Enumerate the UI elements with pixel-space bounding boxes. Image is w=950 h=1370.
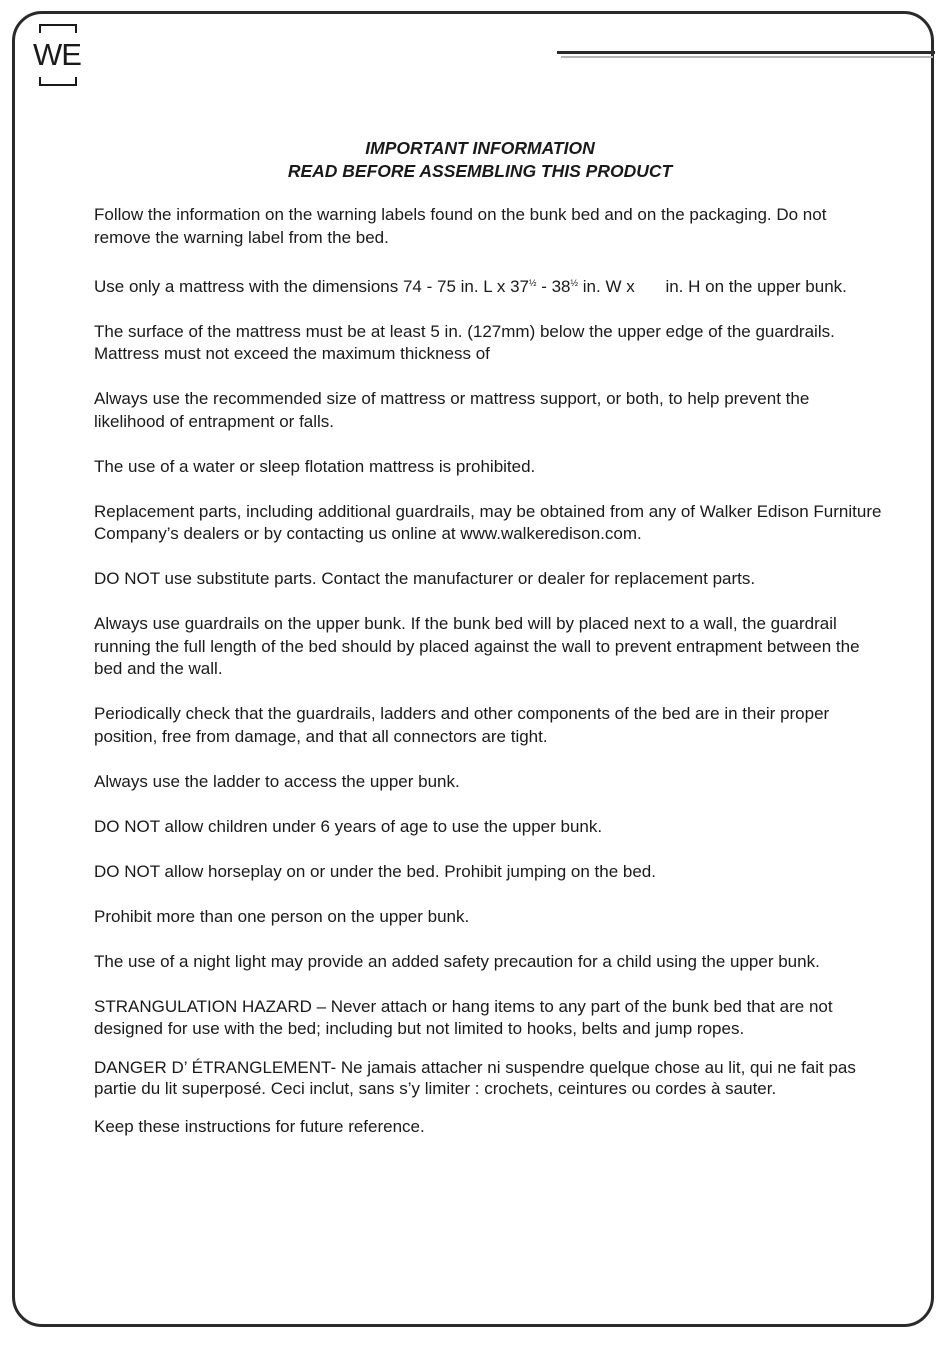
paragraph-guardrails: Always use guardrails on the upper bunk. If the bunk bed will by placed next to a wall, the guardrail running the full length of the bed should by placed against the wall to prevent entrapment between the bed and the wall. [94,614,860,678]
brand-logo [30,24,82,86]
paragraph-flotation-prohibited: The use of a water or sleep flotation mattress is prohibited. [94,456,536,476]
paragraph-ladder: Always use the ladder to access the upper bunk. [94,771,460,791]
paragraph-recommended-size: Always use the recommended size of mattress or mattress support, or both, to help prevent the likelihood of entrapment or falls. [94,389,810,431]
logo-bracket-bottom [39,77,77,86]
mattress-dim-b: - 38 [536,276,571,296]
mattress-text-before: Use only a mattress with the dimensions [94,276,403,296]
mattress-dim-c: in. W x [578,276,635,296]
mattress-frac-1: ½ [528,277,537,288]
mattress-frac-2: ½ [570,277,579,288]
paragraph-periodic-check: Periodically check that the guardrails, ladders and other components of the bed are in their proper position, free from damage, and that all connectors are tight. [94,704,830,746]
instructions-body [94,204,884,1161]
paragraph-strangulation-hazard: STRANGULATION HAZARD – Never attach or hang items to any part of the bunk bed that are not designed for use with the bed; including but not limited to hooks, belts and jump ropes. [94,996,833,1038]
paragraph-one-person: Prohibit more than one person on the upper bunk. [94,906,470,926]
header-rule-shadow [561,56,933,58]
header-rule [557,51,935,54]
paragraph-substitute-parts: DO NOT use substitute parts. Contact the manufacturer or dealer for replacement parts. [94,569,756,588]
paragraph-warning-labels: Follow the information on the warning labels found on the bunk bed and on the packaging. Do not remove the warning label from the bed. [94,205,827,247]
heading-line-1: IMPORTANT INFORMATION [365,138,595,158]
paragraph-mattress-dimensions [94,272,884,299]
logo-text: WE [33,37,81,72]
paragraph-replacement-parts: Replacement parts, including additional guardrails, may be obtained from any of Walker Edison Furniture Company’s dealers or by contacting us online at www.walkeredison.com. [94,501,882,543]
paragraph-strangulation-hazard-fr: DANGER D’ ÉTRANGLEMENT- Ne jamais attacher ni suspendre quelque chose au lit, qui ne fait pas partie du lit superposé. Ceci inclut, sans s’y limiter : crochets, ceintures ou cordes à sauter. [94,1057,856,1098]
heading-line-2: READ BEFORE ASSEMBLING THIS PRODUCT [287,161,673,181]
paragraph-night-light: The use of a night light may provide an added safety precaution for a child using the upper bunk. [94,951,820,971]
logo-bracket-top [39,24,77,33]
page-heading [0,137,950,183]
paragraph-mattress-surface: The surface of the mattress must be at least 5 in. (127mm) below the upper edge of the guardrails. Mattress must not exceed the maximum thickness of [94,321,835,363]
paragraph-age-limit: DO NOT allow children under 6 years of age to use the upper bunk. [94,816,603,836]
paragraph-horseplay: DO NOT allow horseplay on or under the bed. Prohibit jumping on the bed. [94,861,656,881]
paragraph-keep-instructions: Keep these instructions for future reference. [94,1116,425,1136]
mattress-text-after: in. H on the upper bunk. [660,276,847,296]
mattress-dim-a: 74 - 75 in. L x 37 [402,276,529,296]
